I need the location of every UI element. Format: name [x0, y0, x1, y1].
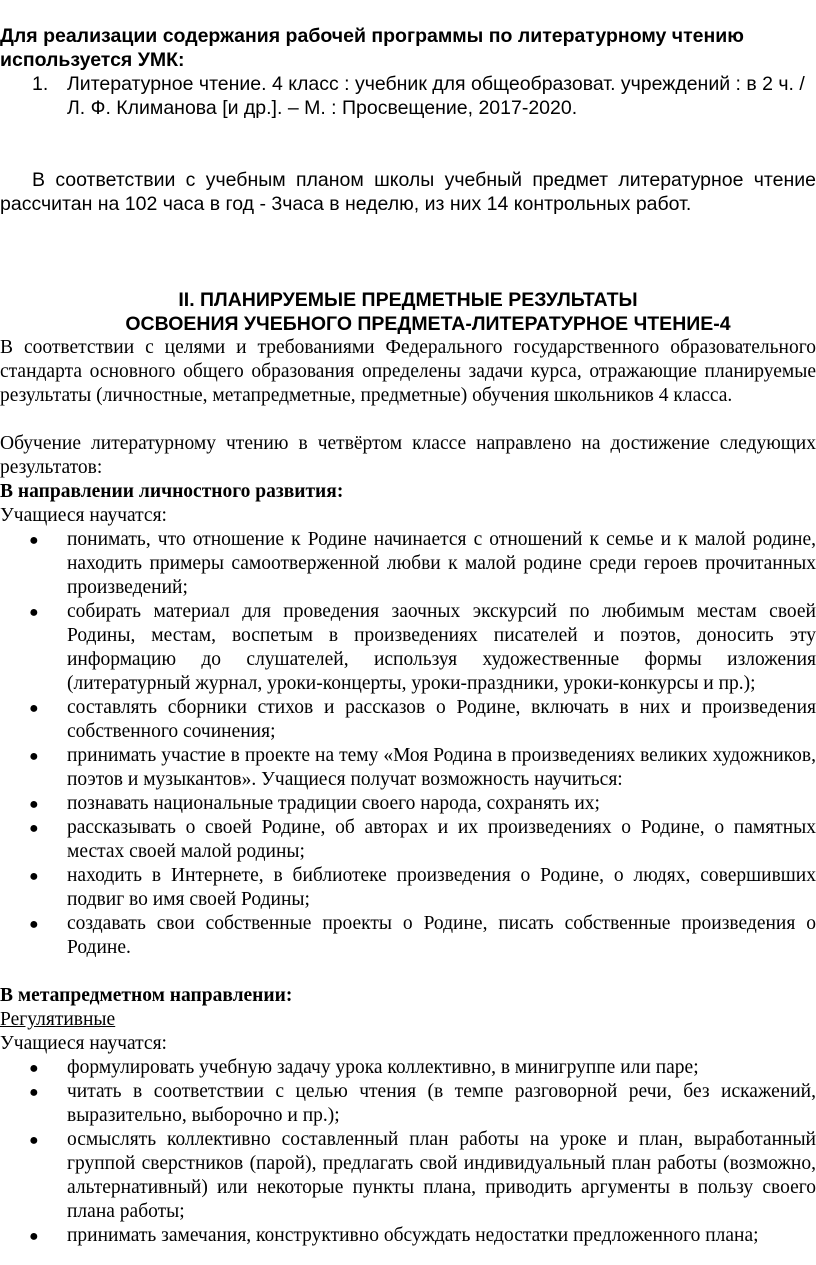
list-item: [0, 1128, 816, 1224]
list-item: [0, 600, 816, 696]
list-item: [0, 864, 816, 912]
bullet-icon: ●: [29, 1060, 39, 1077]
umk-list-item: [0, 72, 816, 120]
bullet-icon: ●: [29, 1228, 39, 1245]
regulatory-label: Регулятивные: [0, 1009, 116, 1030]
meta-subheading: [0, 1008, 816, 1032]
bullet-icon: ●: [29, 796, 39, 813]
section-title-line2: ОСВОЕНИЯ УЧЕБНОГО ПРЕДМЕТА-ЛИТЕРАТУРНОЕ ЧТЕНИЕ-4: [125, 313, 731, 335]
list-item-text: составлять сборники стихов и рассказов о Родине, включать в них и произведения собственного сочинения;: [67, 697, 816, 742]
meta-lead: Учащиеся научатся:: [0, 1033, 167, 1054]
bullet-icon: ●: [29, 748, 39, 765]
list-item: [0, 1224, 816, 1248]
section-title-line1: II. ПЛАНИРУЕМЫЕ ПРЕДМЕТНЫЕ РЕЗУЛЬТАТЫ: [178, 289, 638, 311]
list-item: [0, 912, 816, 960]
bullet-icon: ●: [29, 916, 39, 933]
list-item-text: рассказывать о своей Родине, об авторах и их произведениях о Родине, о памятных местах своей малой родины;: [67, 817, 816, 862]
personal-heading: В направлении личностного развития:: [0, 481, 344, 502]
meta-heading: В метапредметном направлении:: [0, 985, 293, 1006]
list-item-text: осмыслять коллективно составленный план работы на уроке и план, выработанный группой сверстников (парой), предлагать свой индивидуальный план работы (возможно, альтернативный) или некоторые пункты плана, приводить аргументы в пользу своего плана работы;: [67, 1129, 816, 1222]
hours-paragraph: В соответствии с учебным планом школы учебный предмет литературное чтение рассчитан на 102 часа в год - 3часа в неделю, из них 14 контрольных работ.: [0, 169, 816, 215]
section-intro-paragraph: В соответствии с целями и требованиями Федерального государственного образовательного стандарта основного общего образования определены задачи курса, отражающие планируемые результаты (личностные, метапредметные, предметные) обучения школьников 4 класса.: [0, 337, 816, 406]
list-item: [0, 816, 816, 864]
list-item: [0, 792, 816, 816]
bullet-icon: ●: [29, 1132, 39, 1149]
section-intro-paragraph-2: Обучение литературному чтению в четвёртом классе направлено на достижение следующих результатов:: [0, 433, 816, 478]
bullet-icon: ●: [29, 604, 39, 621]
list-item-text: создавать свои собственные проекты о Родине, писать собственные произведения о Родине.: [67, 913, 816, 958]
list-item-text: читать в соответствии с целью чтения (в темпе разговорной речи, без искажений, выразительно, выборочно и пр.);: [67, 1081, 816, 1126]
bullet-icon: ●: [29, 820, 39, 837]
list-item: [0, 1056, 816, 1080]
bullet-icon: ●: [29, 1084, 39, 1101]
list-item-text: принимать участие в проекте на тему «Моя Родина в произведениях великих художников, поэтов и музыкантов». Учащиеся получат возможность научиться:: [67, 745, 816, 790]
umk-item-text: Литературное чтение. 4 класс : учебник для общеобразоват. учреждений : в 2 ч. / Л. Ф. Климанова [и др.]. – М. : Просвещение, 2017-2020.: [67, 73, 805, 119]
list-number: 1.: [32, 73, 49, 95]
list-item-text: понимать, что отношение к Родине начинается с отношений к семье и к малой родине, находить примеры самоотверженной любви к малой родине среди героев прочитанных произведений;: [67, 529, 816, 598]
list-item-text: принимать замечания, конструктивно обсуждать недостатки предложенного плана;: [67, 1225, 759, 1246]
list-item-text: познавать национальные традиции своего народа, сохранять их;: [67, 793, 600, 814]
umk-heading: Для реализации содержания рабочей программы по литературному чтению используется УМК:: [0, 25, 744, 71]
list-item: [0, 528, 816, 600]
bullet-icon: ●: [29, 700, 39, 717]
bullet-icon: ●: [29, 868, 39, 885]
list-item-text: собирать материал для проведения заочных экскурсий по любимым местам своей Родины, местам, воспетым в произведениях писателей и поэтов, доносить эту информацию до слушателей, используя художественные формы изложения (литературный журнал, уроки-концерты, уроки-праздники, уроки-конкурсы и пр.);: [67, 601, 816, 694]
personal-lead: Учащиеся научатся:: [0, 505, 167, 526]
bullet-icon: ●: [29, 532, 39, 549]
list-item: [0, 744, 816, 792]
list-item: [0, 696, 816, 744]
list-item-text: формулировать учебную задачу урока коллективно, в минигруппе или паре;: [67, 1057, 699, 1078]
list-item-text: находить в Интернете, в библиотеке произведения о Родине, о людях, совершивших подвиг во имя своей Родины;: [67, 865, 816, 910]
list-item: [0, 1080, 816, 1128]
